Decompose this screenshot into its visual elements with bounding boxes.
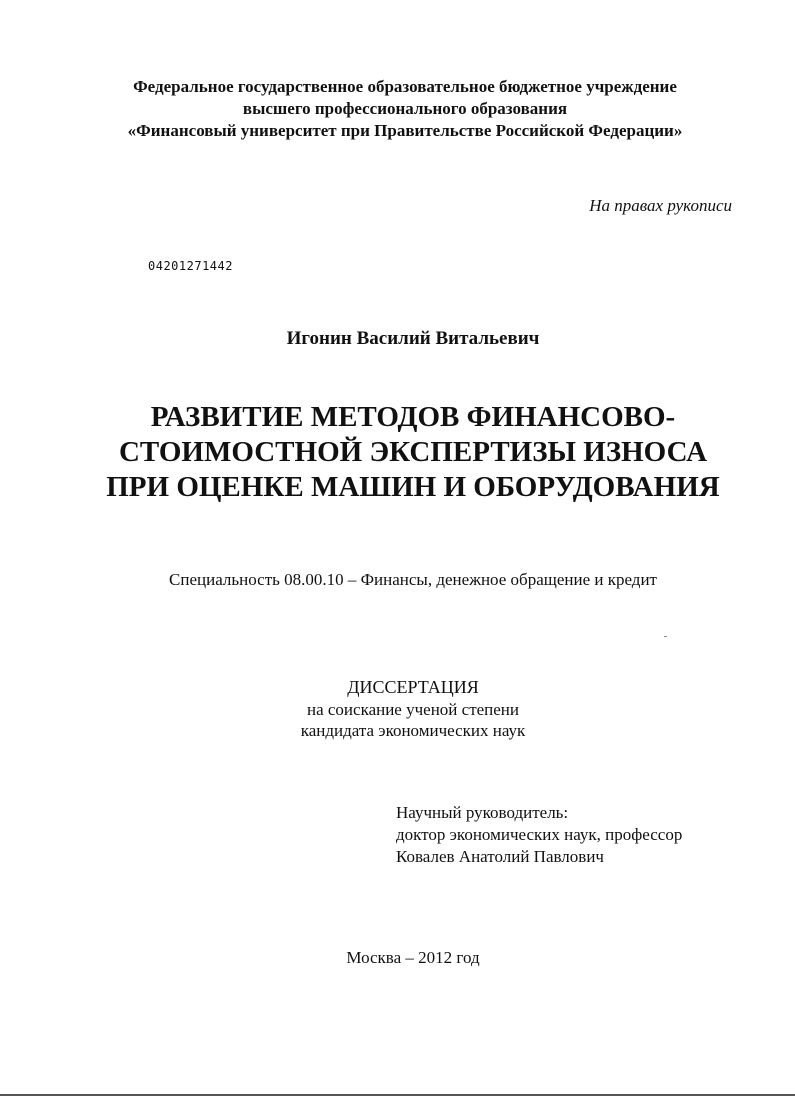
supervisor-name: Ковалев Анатолий Павлович — [396, 847, 604, 866]
degree-line: на соискание ученой степени — [306, 700, 520, 719]
title-line-1: РАЗВИТИЕ МЕТОДОВ ФИНАНСОВО- — [150, 401, 676, 433]
city-year: Москва – 2012 год — [346, 948, 480, 967]
page-bottom-rule — [0, 1094, 795, 1096]
institution-header — [0, 76, 795, 142]
scan-speck — [664, 636, 667, 637]
title-line-3: ПРИ ОЦЕНКЕ МАШИН И ОБОРУДОВАНИЯ — [106, 471, 720, 503]
degree-field-line: кандидата экономических наук — [300, 721, 526, 740]
institution-line-3: «Финансовый университет при Правительстве Российской Федерации» — [127, 121, 683, 140]
supervisor-label: Научный руководитель: — [396, 803, 569, 822]
institution-line-1: Федеральное государственное образовательное бюджетное учреждение — [133, 77, 677, 96]
supervisor-block — [396, 802, 682, 868]
registration-code: 04201271442 — [148, 259, 233, 273]
specialty-line: Специальность 08.00.10 – Финансы, денежное обращение и кредит — [169, 570, 657, 589]
title-line-2: СТОИМОСТНОЙ ЭКСПЕРТИЗЫ ИЗНОСА — [118, 436, 708, 468]
dissertation-heading: ДИССЕРТАЦИЯ — [347, 677, 479, 697]
dissertation-block — [0, 677, 795, 741]
institution-line-2: высшего профессионального образования — [242, 99, 568, 118]
manuscript-note: На правах рукописи — [589, 196, 732, 215]
author-name: Игонин Василий Витальевич — [286, 328, 540, 349]
supervisor-degree: доктор экономических наук, профессор — [396, 825, 683, 844]
dissertation-title — [0, 400, 795, 505]
